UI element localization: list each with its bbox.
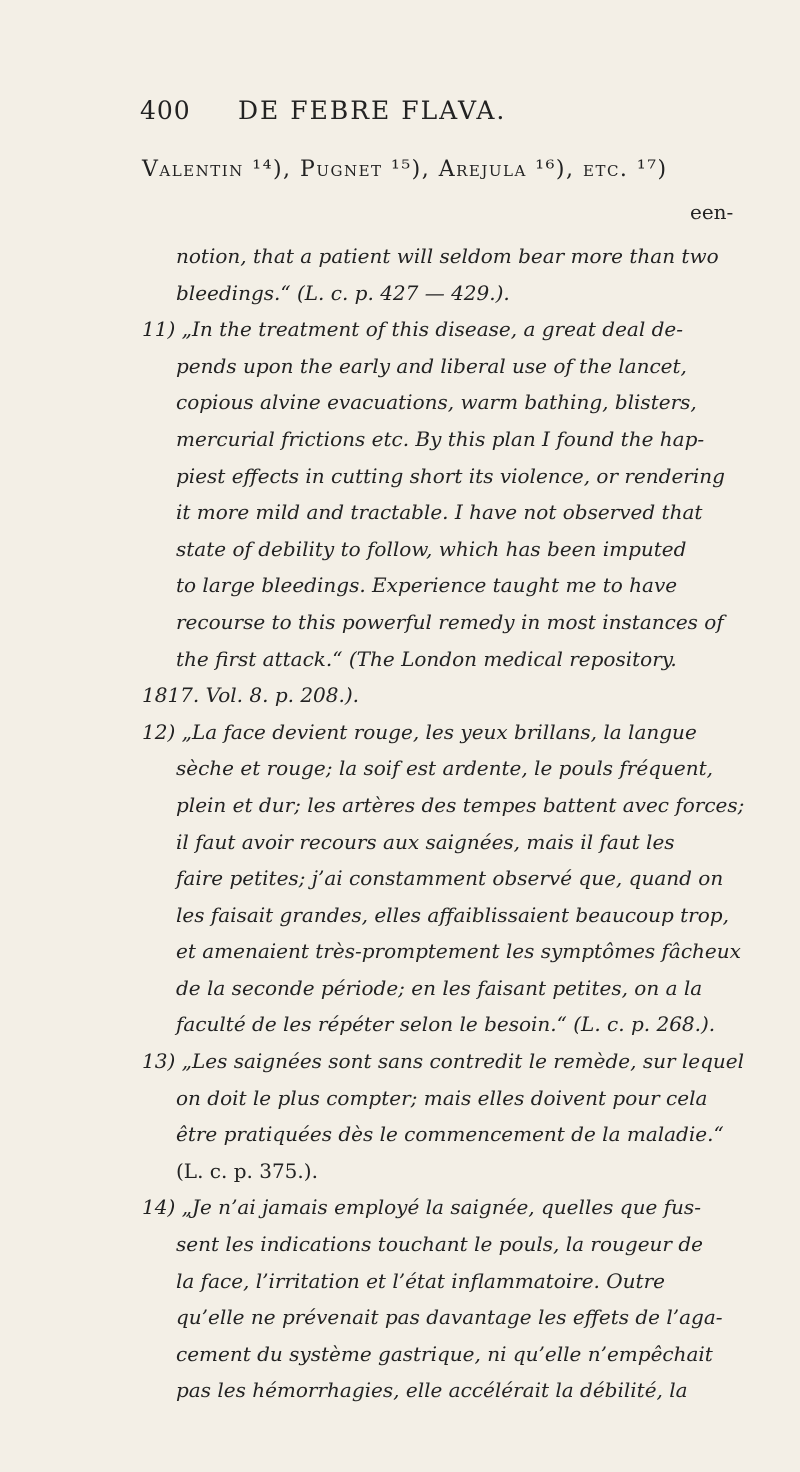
text-line: to large bleedings. Experience taught me to have bbox=[176, 573, 678, 598]
text-line: plein et dur; les artères des tempes battent avec forces; bbox=[176, 792, 745, 817]
text-line: (L. c. p. 375.). bbox=[176, 1158, 318, 1183]
text-line: la face, l’irritation et l’état inflammatoire. Outre bbox=[176, 1268, 665, 1293]
text-line: et amenaient très-promptement les symptômes fâcheux bbox=[176, 939, 741, 964]
text-line: 13) „Les saignées sont sans contredit le remède, sur lequel bbox=[142, 1049, 745, 1074]
text-line: mercurial frictions etc. By this plan I found the hap- bbox=[176, 426, 705, 451]
text-line: faculté de les répéter selon le besoin.“ (L. c. p. 268.). bbox=[176, 1012, 716, 1037]
text-line: 14) „Je n’ai jamais employé la saignée, quelles que fus- bbox=[142, 1195, 701, 1220]
text-line: sent les indications touchant le pouls, la rougeur de bbox=[176, 1232, 703, 1257]
text-line: notion, that a patient will seldom bear more than two bbox=[176, 244, 719, 268]
text-line: qu’elle ne prévenait pas davantage les effets de l’aga- bbox=[176, 1305, 723, 1330]
running-title: DE FEBRE FLAVA. bbox=[238, 96, 507, 125]
text-line: faire petites; j’ai constamment observé que, quand on bbox=[176, 866, 724, 891]
text-line: pas les hémorrhagies, elle accélérait la débilité, la bbox=[176, 1378, 688, 1403]
catchword: een- bbox=[690, 200, 734, 224]
author-list-line: Valentin ¹⁴), Pugnet ¹⁵), Arejula ¹⁶), etc. ¹⁷) bbox=[142, 157, 668, 182]
text-line: cement du système gastrique, ni qu’elle n’empêchait bbox=[176, 1341, 713, 1366]
text-line: recourse to this powerful remedy in most instances of bbox=[176, 609, 724, 634]
text-line: state of debility to follow, which has been imputed bbox=[176, 536, 687, 561]
text-line: on doit le plus compter; mais elles doivent pour cela bbox=[176, 1085, 708, 1110]
text-line: piest effects in cutting short its violence, or rendering bbox=[176, 463, 725, 488]
text-line: 11) „In the treatment of this disease, a great deal de- bbox=[142, 317, 683, 342]
text-line: il faut avoir recours aux saignées, mais il faut les bbox=[176, 829, 675, 854]
text-line: bleedings.“ (L. c. p. 427 — 429.). bbox=[176, 280, 510, 305]
page-number: 400 bbox=[140, 96, 191, 125]
text-line: pends upon the early and liberal use of the lancet, bbox=[176, 353, 687, 378]
text-line: de la seconde période; en les faisant petites, on a la bbox=[176, 975, 703, 1000]
text-line: les faisait grandes, elles affaiblissaient beaucoup trop, bbox=[176, 902, 729, 927]
text-line: 1817. Vol. 8. p. 208.). bbox=[142, 683, 360, 708]
text-line: the first attack.“ (The London medical repository. bbox=[176, 646, 677, 671]
text-line: 12) „La face devient rouge, les yeux brillans, la langue bbox=[142, 719, 697, 744]
footnote-text-block bbox=[142, 238, 752, 1409]
text-line: it more mild and tractable. I have not observed that bbox=[176, 500, 703, 525]
text-line: sèche et rouge; la soif est ardente, le pouls fréquent, bbox=[176, 756, 713, 781]
text-line: être pratiquées dès le commencement de la maladie.“ bbox=[176, 1122, 724, 1147]
text-line: copious alvine evacuations, warm bathing, blisters, bbox=[176, 390, 697, 415]
